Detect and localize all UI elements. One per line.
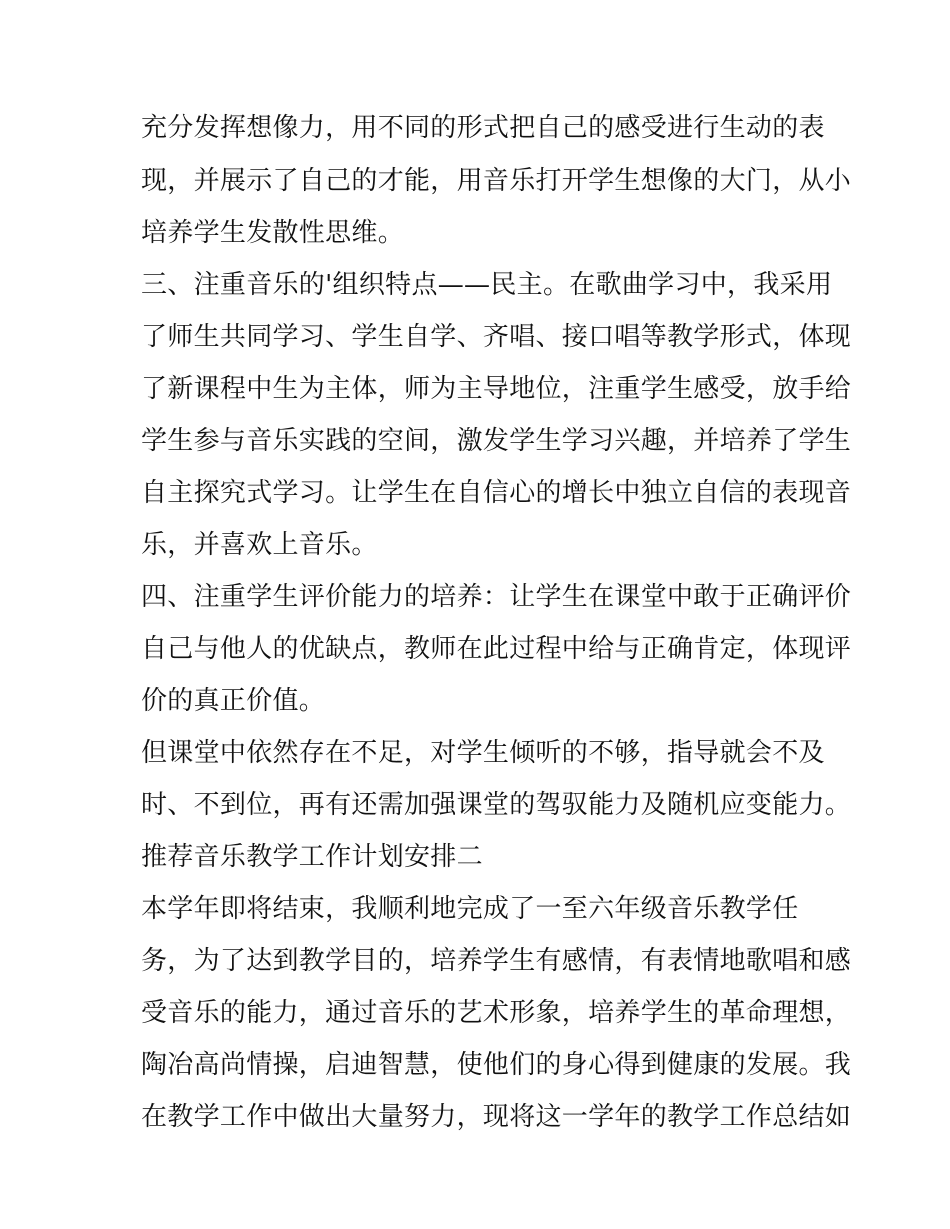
text-line: 自己与他人的优缺点，教师在此过程中给与正确肯定，体现评 [141, 634, 852, 664]
text-line: 陶冶高尚情操，启迪智慧，使他们的身心得到健康的发展。我 [141, 1050, 852, 1080]
text-line: 培养学生发散性思维。 [141, 218, 405, 248]
text-line: 了师生共同学习、学生自学、齐唱、接口唱等教学形式，体现 [141, 322, 852, 352]
text-line: 自主探究式学习。让学生在自信心的增长中独立自信的表现音 [141, 478, 852, 508]
text-line: 时、不到位，再有还需加强课堂的驾驭能力及随机应变能力。 [141, 790, 852, 820]
text-line: 四、注重学生评价能力的培养：让学生在课堂中敢于正确评价 [141, 582, 852, 612]
text-line: 充分发挥想像力，用不同的形式把自己的感受进行生动的表 [141, 113, 825, 143]
section-heading: 推荐音乐教学工作计划安排二 [141, 842, 483, 872]
text-line: 学生参与音乐实践的空间，激发学生学习兴趣，并培养了学生 [141, 426, 852, 456]
text-line: 在教学工作中做出大量努力，现将这一学年的教学工作总结如 [141, 1102, 852, 1132]
text-line: 了新课程中生为主体，师为主导地位，注重学生感受，放手给 [141, 374, 852, 404]
text-line: 乐，并喜欢上音乐。 [141, 530, 378, 560]
text-line: 价的真正价值。 [141, 686, 326, 716]
text-line: 受音乐的能力，通过音乐的艺术形象，培养学生的革命理想， [141, 998, 852, 1028]
text-line: 三、注重音乐的'组织特点——民主。在歌曲学习中，我采用 [141, 270, 833, 300]
text-line: 务，为了达到教学目的，培养学生有感情，有表情地歌唱和感 [141, 946, 852, 976]
text-line: 现，并展示了自己的才能，用音乐打开学生想像的大门，从小 [141, 166, 852, 196]
text-line: 本学年即将结束，我顺利地完成了一至六年级音乐教学任 [141, 894, 799, 924]
text-line: 但课堂中依然存在不足，对学生倾听的不够，指导就会不及 [141, 738, 825, 768]
